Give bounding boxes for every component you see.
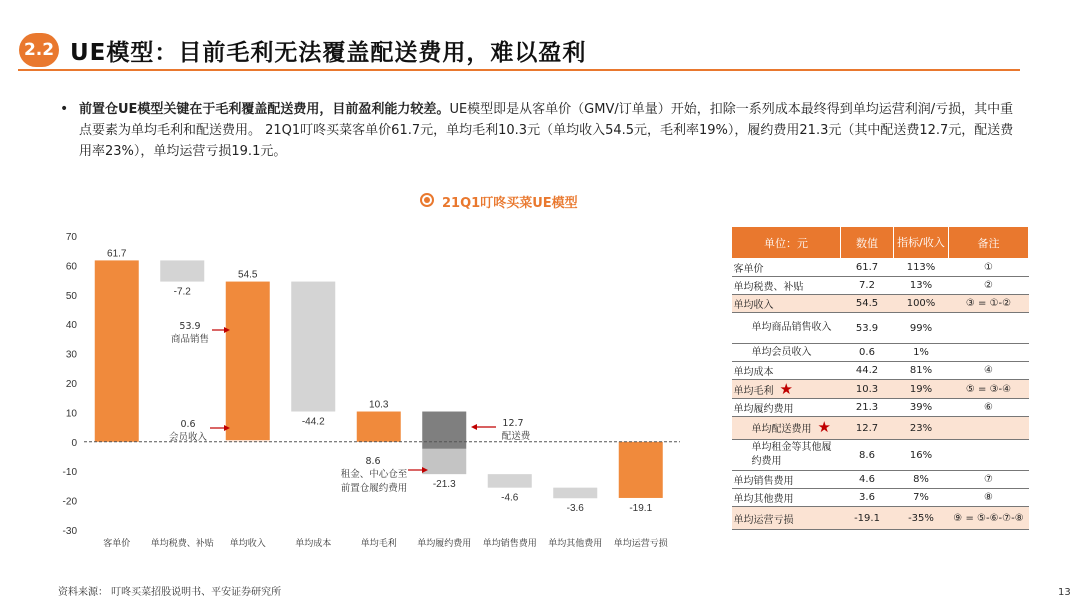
waterfall-bar	[160, 260, 204, 281]
row-value-text: 53.9	[855, 322, 879, 334]
row-ratio	[894, 489, 949, 507]
x-tick-label: 单均毛利	[360, 539, 397, 549]
row-note	[949, 362, 1029, 380]
row-note	[949, 440, 1029, 471]
row-item	[732, 399, 841, 417]
row-note-text: ④	[984, 365, 993, 376]
row-ratio-text: 100%	[906, 298, 936, 309]
row-note-text: ⑨ = ⑤-⑥-⑦-⑧	[953, 512, 1024, 524]
row-note	[949, 277, 1029, 295]
row-value	[841, 295, 894, 313]
row-item	[732, 259, 841, 277]
row-item	[732, 507, 841, 530]
table-row	[732, 259, 1029, 277]
annotation-arrowhead	[471, 424, 477, 430]
waterfall-bar	[226, 440, 270, 442]
star-icon: ★	[817, 417, 831, 436]
waterfall-bar	[95, 260, 139, 441]
data-label: -21.3	[432, 479, 456, 491]
row-item-text: 单均履约费用	[733, 404, 794, 415]
row-ratio	[894, 295, 949, 313]
row-ratio-text: 113%	[906, 262, 936, 273]
table-header: 单位：元	[732, 227, 841, 259]
x-tick-label: 单均运营亏损	[613, 539, 668, 549]
annotation-text: 商品销售	[170, 334, 210, 345]
row-value-text: 3.6	[859, 492, 875, 503]
y-tick-label: 30	[65, 349, 77, 361]
row-value	[841, 417, 894, 440]
row-ratio-text: 39%	[909, 402, 933, 413]
row-ratio-text: 99%	[909, 322, 933, 334]
row-ratio	[894, 399, 949, 417]
row-value-text: 54.5	[855, 298, 879, 309]
row-item	[732, 440, 841, 471]
chart-title-text: 21Q1叮咚买菜UE模型	[442, 196, 578, 211]
section-badge: 2.2	[19, 33, 59, 67]
data-label: -4.6	[501, 492, 519, 504]
row-item	[732, 489, 841, 507]
row-note	[949, 380, 1029, 399]
row-ratio-text: 16%	[909, 449, 933, 461]
waterfall-bar	[422, 449, 466, 474]
row-value-text: 21.3	[855, 402, 879, 413]
table-header: 备注	[949, 227, 1029, 259]
table-row	[732, 507, 1029, 530]
row-item	[732, 344, 841, 362]
page-title: UE模型：目前毛利无法覆盖配送费用，难以盈利	[70, 40, 587, 66]
row-value-text: 44.2	[855, 365, 879, 376]
annotation-value: 0.6	[180, 419, 196, 430]
row-note	[949, 417, 1029, 440]
page-number: 13	[1058, 587, 1071, 598]
row-note	[949, 507, 1029, 530]
waterfall-bar	[488, 474, 532, 488]
row-value	[841, 344, 894, 362]
row-item-text: 单均配送费用	[751, 423, 812, 435]
row-value	[841, 471, 894, 489]
source-note: 资料来源： 叮咚买菜招股说明书、平安证券研究所	[58, 587, 282, 598]
row-ratio	[894, 259, 949, 277]
table-header-row	[732, 227, 1029, 259]
y-tick-label: 70	[65, 232, 77, 243]
table-row	[732, 471, 1029, 489]
row-value	[841, 399, 894, 417]
row-value	[841, 362, 894, 380]
x-tick-label: 单均成本	[295, 539, 332, 549]
bullet-dot: •	[60, 101, 69, 117]
row-item-text: 单均运营亏损	[733, 514, 794, 526]
table-header: 数值	[841, 227, 894, 259]
row-ratio-text: 1%	[913, 347, 929, 358]
row-item	[732, 295, 841, 313]
waterfall-bar	[553, 488, 597, 499]
row-ratio	[894, 417, 949, 440]
row-item	[732, 313, 841, 344]
row-item-text: 单均租金等其他履约费用	[751, 442, 832, 467]
row-ratio	[894, 362, 949, 380]
y-tick-label: 0	[71, 437, 77, 449]
row-item	[732, 277, 841, 295]
row-note	[949, 489, 1029, 507]
star-icon: ★	[779, 380, 793, 398]
table-row	[732, 440, 1029, 471]
row-value-text: 0.6	[859, 347, 875, 358]
row-note-text: ②	[984, 280, 993, 291]
row-ratio	[894, 277, 949, 295]
x-tick-label: 单均履约费用	[417, 539, 472, 549]
row-ratio	[894, 344, 949, 362]
row-item-text: 单均毛利	[733, 386, 774, 397]
y-tick-label: 60	[65, 261, 77, 273]
row-note	[949, 295, 1029, 313]
row-value	[841, 507, 894, 530]
annotation-value: 8.6	[365, 456, 381, 467]
row-value-text: 7.2	[859, 280, 875, 291]
y-tick-label: 20	[65, 379, 77, 390]
annotation-value: 12.7	[502, 418, 524, 429]
annotation-value: 53.9	[179, 321, 201, 332]
annotation-text: 前置仓履约费用	[340, 483, 408, 494]
row-note-text: ⑧	[984, 492, 993, 503]
bullet-text: UE模型即是从客单价（GMV/订单量）开始，扣除一系列成本最终得到单均运营利润/亏损，其中重点要素为单均毛利和配送费用。 21Q1叮咚买菜客单价61.7元，单均毛利10.3元（单均收入54.5元，毛利率19%），履约费用21.3元（其中配送费12.7元，配送费用率23%），单均运营亏损19.1元。	[79, 102, 1014, 159]
row-value	[841, 277, 894, 295]
row-ratio	[894, 313, 949, 344]
y-tick-label: 10	[65, 408, 77, 420]
row-ratio	[894, 380, 949, 399]
x-tick-label: 单均其他费用	[548, 539, 603, 549]
x-tick-label: 单均收入	[229, 539, 266, 549]
x-tick-label: 客单价	[103, 539, 131, 549]
row-value-text: 8.6	[859, 449, 875, 461]
row-item-text: 单均收入	[733, 300, 774, 311]
data-label: 10.3	[369, 399, 389, 411]
row-value	[841, 380, 894, 399]
row-note-text: ③ = ①-②	[965, 298, 1012, 309]
row-value-text: 12.7	[855, 422, 879, 434]
data-label: -3.6	[566, 503, 584, 515]
row-ratio-text: -35%	[908, 512, 934, 524]
row-ratio-text: 23%	[909, 422, 933, 434]
table-row	[732, 417, 1029, 440]
row-note	[949, 313, 1029, 344]
row-item-text: 单均成本	[733, 367, 774, 378]
table-header: 指标/收入	[894, 227, 949, 259]
row-note-text: ⑤ = ③-④	[965, 383, 1012, 395]
row-note	[949, 259, 1029, 277]
waterfall-bar	[226, 282, 270, 440]
x-tick-label: 单均销售费用	[482, 539, 537, 549]
row-ratio	[894, 471, 949, 489]
row-ratio-text: 8%	[913, 474, 929, 485]
row-ratio-text: 13%	[909, 280, 933, 291]
row-value-text: 10.3	[855, 383, 879, 395]
data-label: 54.5	[238, 269, 258, 281]
row-value	[841, 313, 894, 344]
table-row	[732, 344, 1029, 362]
bullet-bold-text: 前置仓UE模型关键在于毛利覆盖配送费用，目前盈利能力较差。	[79, 102, 450, 117]
row-item-text: 单均会员收入	[751, 346, 812, 358]
row-value-text: 61.7	[855, 262, 879, 273]
row-value-text: 4.6	[859, 474, 875, 485]
annotation-text: 配送费	[501, 431, 531, 442]
row-item-text: 单均税费、补贴	[733, 282, 804, 293]
table-row	[732, 362, 1029, 380]
row-ratio-text: 7%	[913, 492, 929, 503]
row-note-text: ①	[984, 262, 993, 273]
row-note	[949, 399, 1029, 417]
row-item-text: 单均商品销售收入	[751, 322, 832, 333]
data-label: -19.1	[629, 502, 653, 514]
y-tick-label: -30	[62, 526, 77, 537]
row-ratio	[894, 507, 949, 530]
table-row	[732, 380, 1029, 399]
annotation-text: 会员收入	[168, 432, 208, 443]
row-item	[732, 362, 841, 380]
ue-table	[731, 226, 1029, 530]
row-note-text: ⑦	[984, 474, 993, 485]
row-note	[949, 471, 1029, 489]
table-row	[732, 489, 1029, 507]
data-label: 61.7	[107, 248, 127, 260]
row-ratio-text: 81%	[909, 365, 933, 376]
table-row	[732, 277, 1029, 295]
row-note-text: ⑥	[984, 402, 993, 413]
data-label: -44.2	[301, 416, 325, 428]
row-item-text: 单均其他费用	[733, 494, 794, 505]
waterfall-bar	[619, 442, 663, 498]
table-row	[732, 399, 1029, 417]
waterfall-bar	[422, 412, 466, 449]
table-row	[732, 295, 1029, 313]
x-tick-label: 单均税费、补贴	[150, 539, 214, 549]
row-ratio-text: 19%	[909, 383, 933, 395]
row-note	[949, 344, 1029, 362]
waterfall-bar	[291, 282, 335, 412]
annotation-text: 租金、中心仓至	[340, 469, 408, 480]
row-item	[732, 471, 841, 489]
row-value	[841, 259, 894, 277]
row-value	[841, 489, 894, 507]
row-ratio	[894, 440, 949, 471]
y-tick-label: 50	[65, 290, 77, 302]
y-tick-label: -10	[62, 467, 77, 479]
waterfall-bar	[357, 412, 401, 442]
data-label: -7.2	[173, 286, 191, 298]
table-row	[732, 313, 1029, 344]
row-value	[841, 440, 894, 471]
row-value-text: -19.1	[854, 512, 880, 524]
row-item	[732, 417, 841, 440]
row-item-text: 客单价	[733, 264, 764, 275]
row-item	[732, 380, 841, 399]
row-item-text: 单均销售费用	[733, 476, 794, 487]
y-tick-label: 40	[65, 320, 77, 332]
y-tick-label: -20	[62, 496, 77, 508]
